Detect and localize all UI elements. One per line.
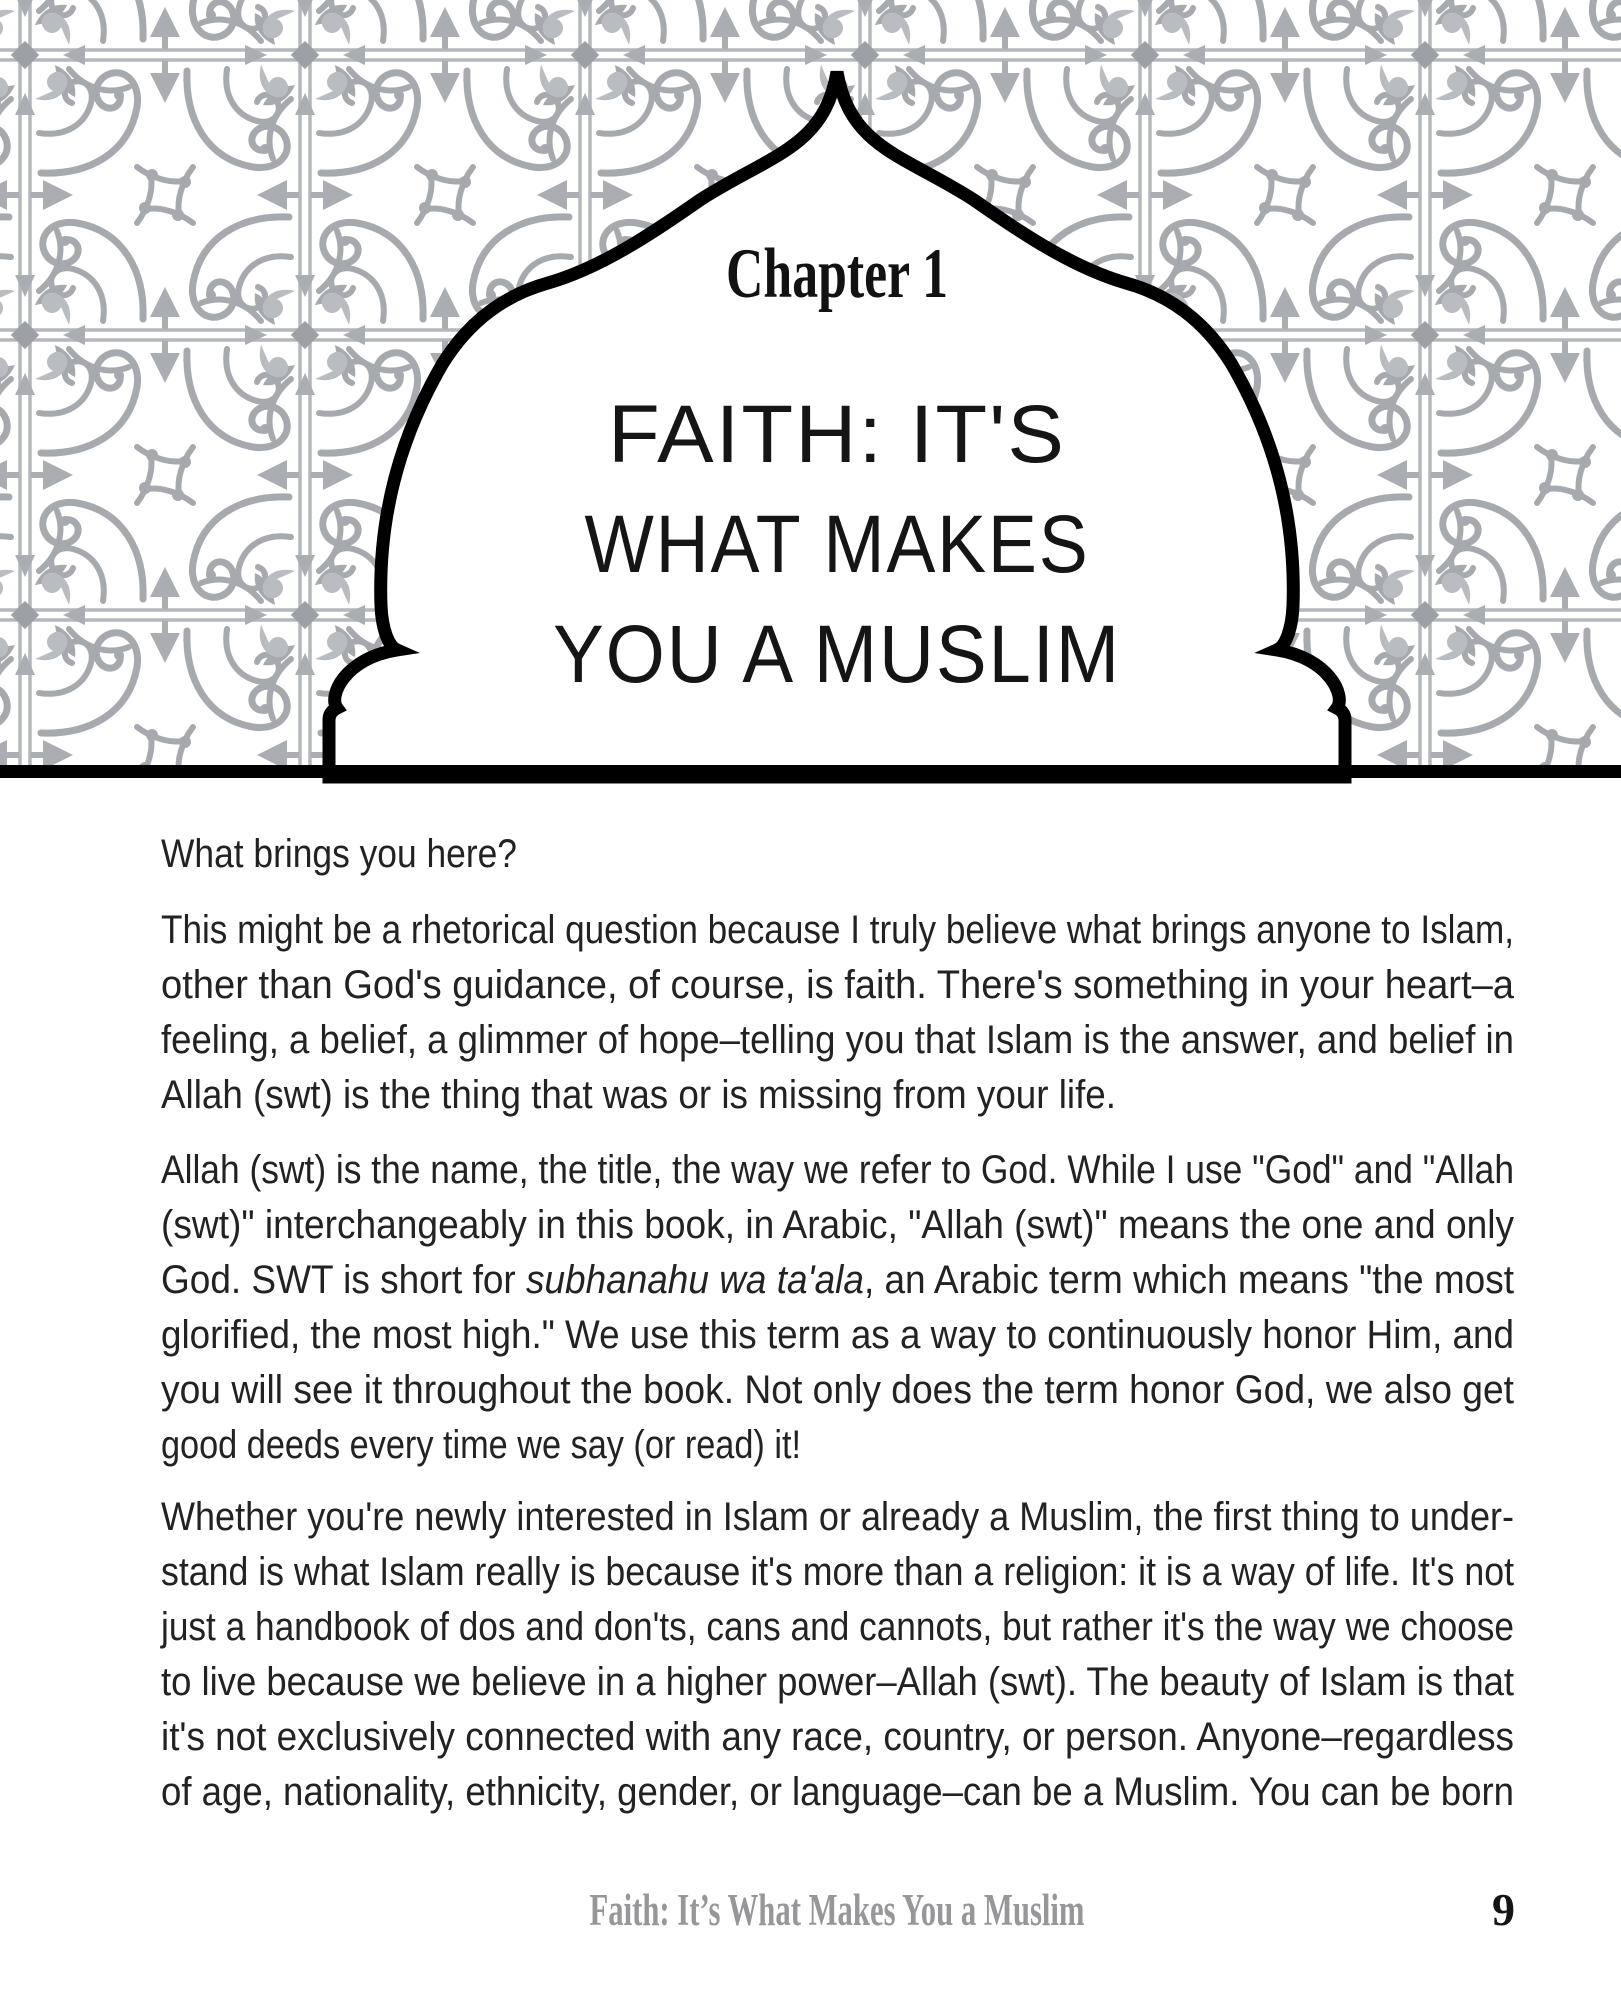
text-segment: God. SWT is short for [161, 1258, 556, 1302]
text-line: Whether you're newly interested in Islam or already a Muslim, the first thing to under- [161, 1495, 1514, 1539]
text-line: good deeds every time we say (or read) it! [161, 1423, 801, 1467]
text-line: of age, nationality, ethnicity, gender, or language–can be a Muslim. You can be born [161, 1770, 1514, 1814]
text-line [161, 1258, 1568, 1302]
text-line: to live because we believe in a higher power–Allah (swt). The beauty of Islam is that [161, 1660, 1514, 1704]
text-segment-italic: subhanahu wa ta'ala [525, 1258, 892, 1302]
text-line: This might be a rhetorical question because I truly believe what brings anyone to Islam, [161, 908, 1514, 952]
paragraph-1 [161, 832, 517, 876]
text-line: feeling, a belief, a glimmer of hope–telling you that Islam is the answer, and belief in [161, 1018, 1514, 1062]
text-line: glorified, the most high." We use this term as a way to continuously honor Him, and [161, 1313, 1514, 1357]
chapter-title-line-2: WHAT MAKES [584, 499, 1090, 590]
text-line: other than God's guidance, of course, is faith. There's something in your heart–a [161, 963, 1515, 1007]
header-baseline-rule [0, 765, 1621, 778]
chapter-label: Chapter 1 [726, 235, 948, 313]
page-number: 9 [1492, 1884, 1515, 1935]
chapter-title-line-1: FAITH: IT'S [608, 389, 1066, 480]
text-line: Allah (swt) is the thing that was or is missing from your life. [161, 1073, 1116, 1117]
text-line: What brings you here? [161, 832, 517, 876]
text-line: stand is what Islam really is because it's more than a religion: it is a way of life. It's not [161, 1550, 1514, 1594]
text-line: Allah (swt) is the name, the title, the way we refer to God. While I use "God" and "Allah [161, 1148, 1514, 1192]
text-line: you will see it throughout the book. Not only does the term honor God, we also get [161, 1368, 1514, 1412]
running-footer-title: Faith: It’s What Makes You a Muslim [589, 1885, 1085, 1935]
chapter-title-line-3: YOU A MUSLIM [553, 609, 1121, 700]
text-segment: , an Arabic term which means "the most [863, 1258, 1568, 1302]
text-line: it's not exclusively connected with any race, country, or person. Anyone–regardless [161, 1715, 1514, 1759]
text-line: (swt)" interchangeably in this book, in Arabic, "Allah (swt)" means the one and only [161, 1203, 1514, 1247]
text-line: just a handbook of dos and don'ts, cans and cannots, but rather it's the way we choose [160, 1605, 1515, 1649]
